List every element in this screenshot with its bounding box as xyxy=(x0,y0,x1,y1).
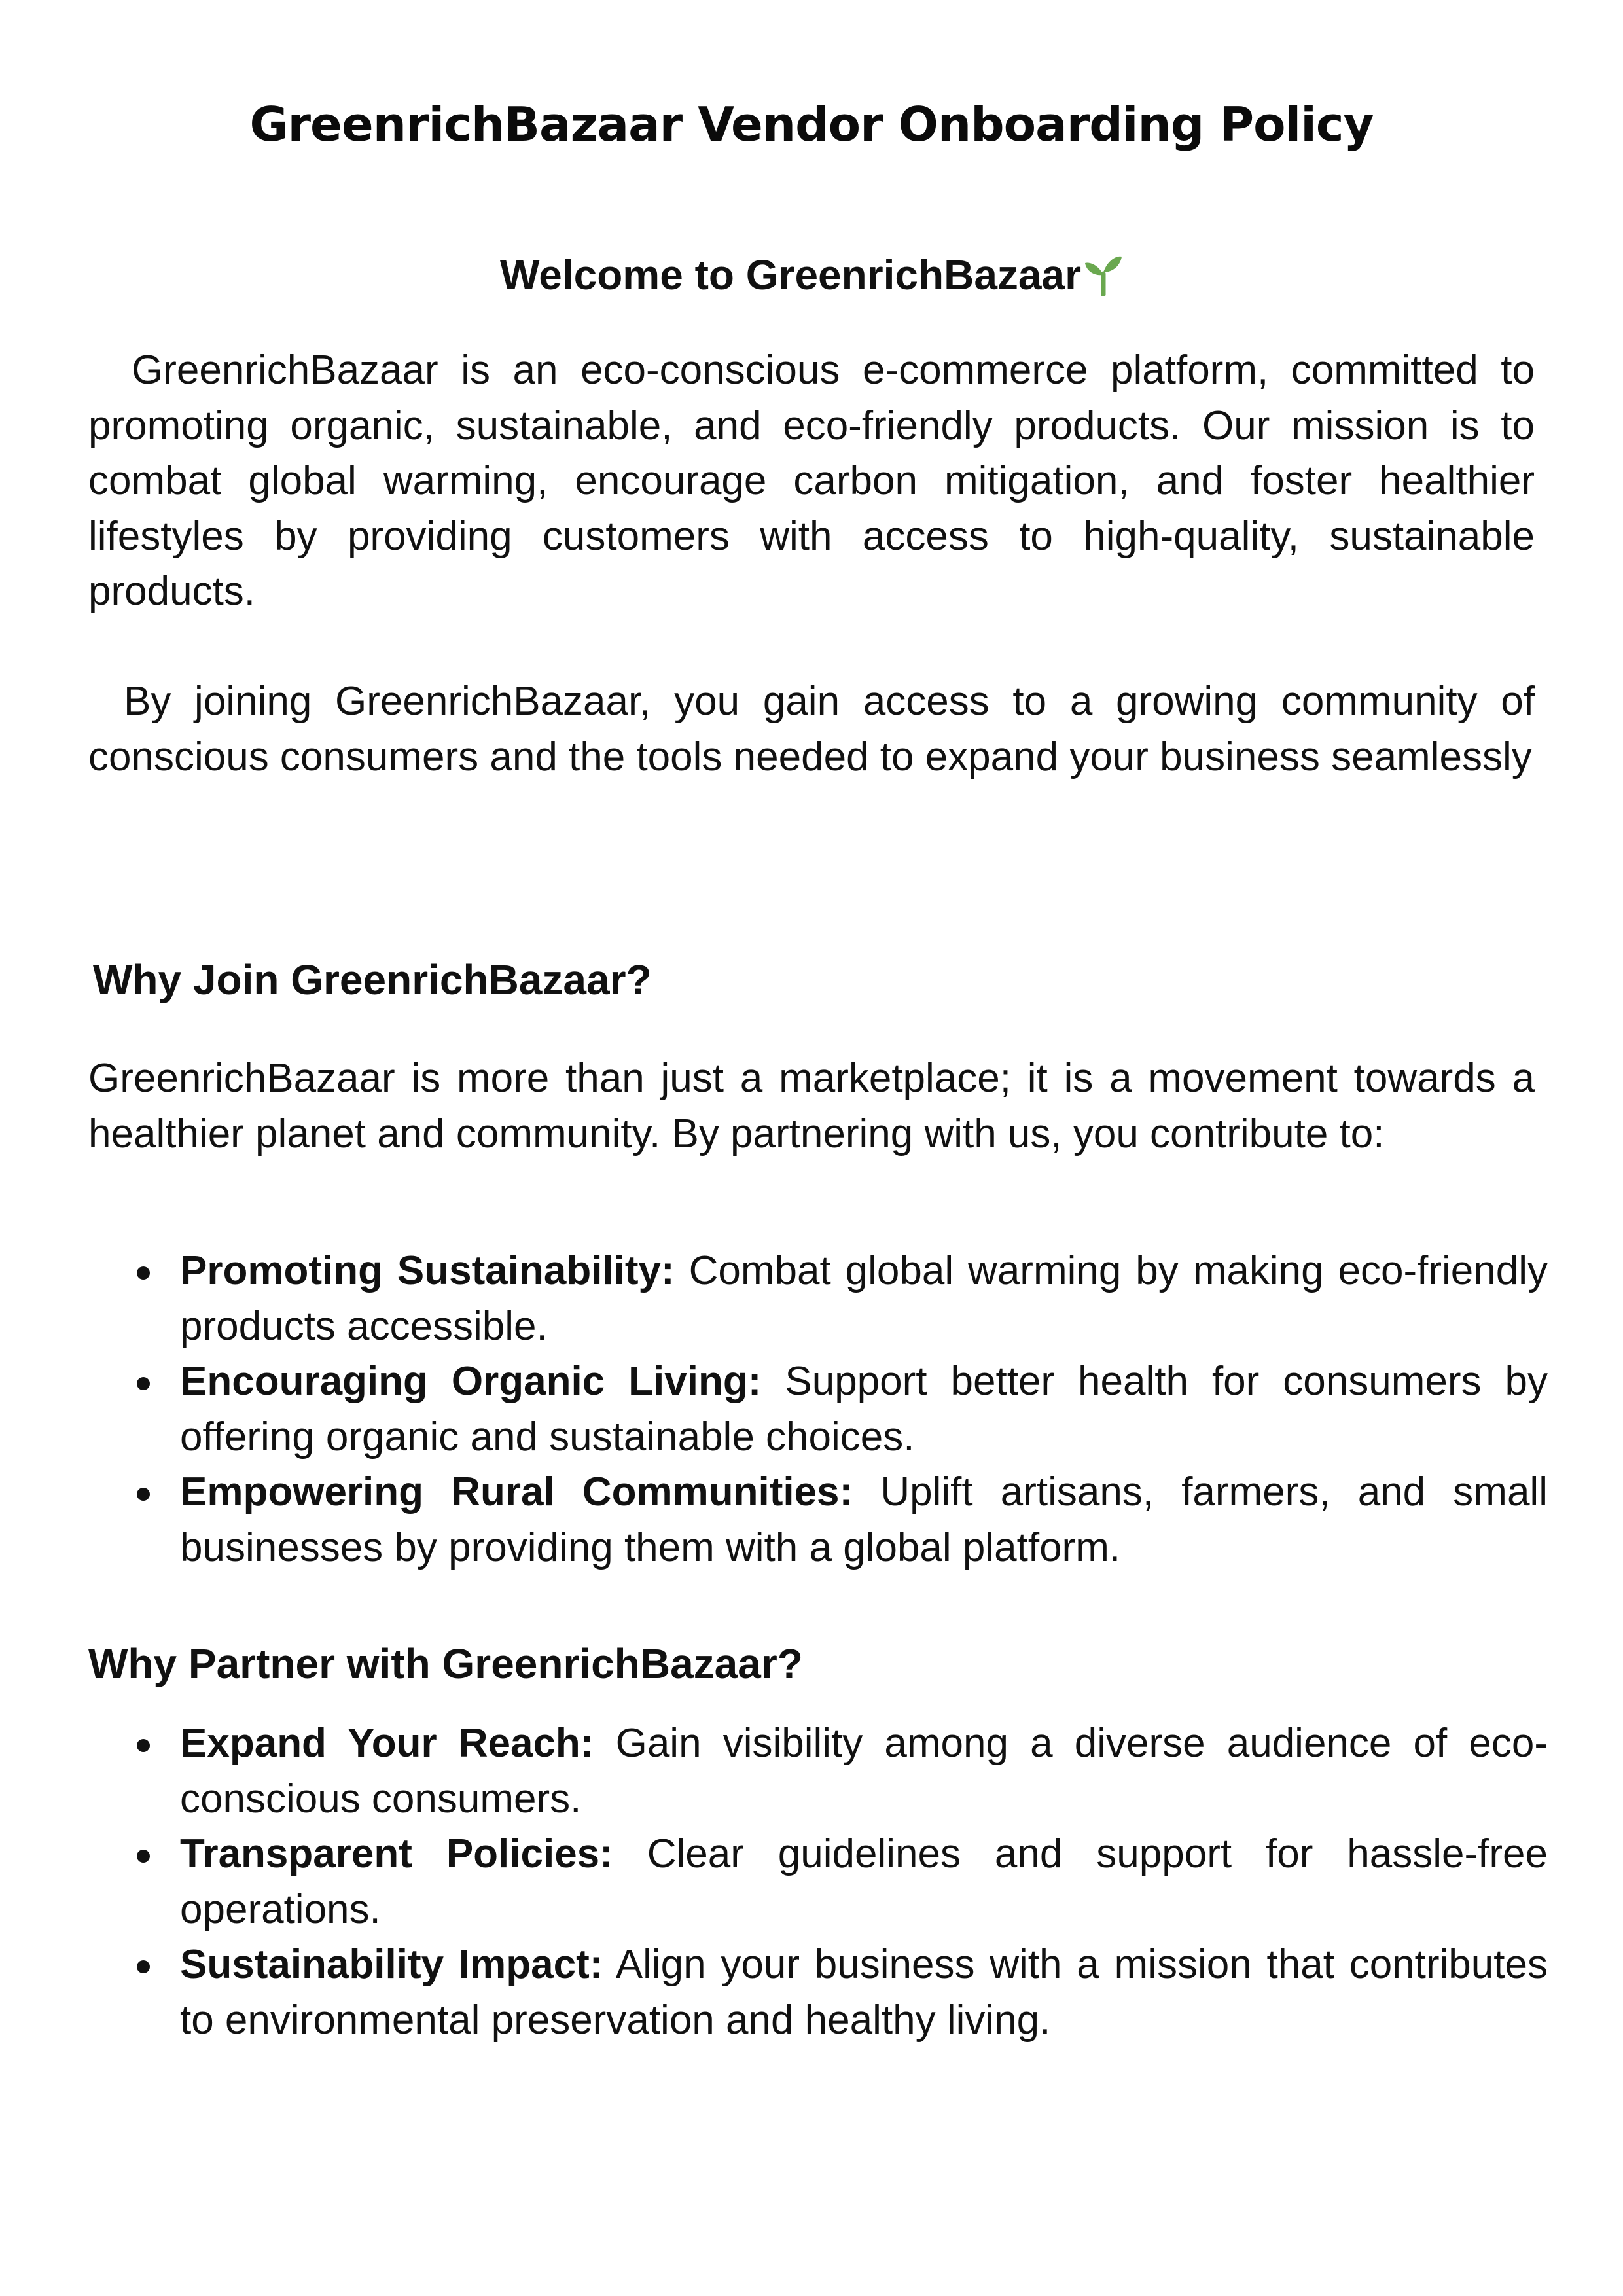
list-item-label: Encouraging Organic Living: xyxy=(180,1359,762,1404)
list-item-label: Sustainability Impact: xyxy=(180,1942,603,1987)
bullet-dot-icon xyxy=(137,1377,150,1390)
bullet-dot-icon xyxy=(137,1850,150,1863)
list-item-text: Combat global warming by making eco-friendly products accessible. xyxy=(180,1248,1548,1349)
list-item xyxy=(180,1244,1548,1354)
bullet-dot-icon xyxy=(137,1960,150,1973)
why-partner-heading: Why Partner with GreenrichBazaar? xyxy=(88,1640,803,1687)
list-item-label: Empowering Rural Communities: xyxy=(180,1469,853,1515)
list-item-label: Promoting Sustainability: xyxy=(180,1248,675,1293)
list-item xyxy=(180,1716,1548,1827)
list-item xyxy=(180,1827,1548,1937)
list-item-label: Transparent Policies: xyxy=(180,1831,613,1876)
why-join-heading: Why Join GreenrichBazaar? xyxy=(93,956,652,1003)
list-item-text: Align your business with a mission that contributes to environmental preservation and healthy living. xyxy=(180,1942,1548,2043)
intro-paragraph-2: By joining GreenrichBazaar, you gain access to a growing community of conscious consumers and the tools needed to expand your business seamlessly xyxy=(88,679,1535,780)
bullet-dot-icon xyxy=(137,1488,150,1501)
seedling-icon xyxy=(1084,249,1123,306)
welcome-heading-text: Welcome to GreenrichBazaar xyxy=(499,251,1082,298)
why-join-list xyxy=(180,1244,1548,1575)
list-item xyxy=(180,1465,1548,1575)
list-item-label: Expand Your Reach: xyxy=(180,1721,594,1766)
why-partner-list xyxy=(180,1716,1548,2048)
list-item-text: Gain visibility among a diverse audience of eco-conscious consumers. xyxy=(180,1721,1548,1821)
list-item xyxy=(180,1937,1548,2048)
bullet-dot-icon xyxy=(137,1739,150,1752)
intro-paragraph-1: GreenrichBazaar is an eco-conscious e-commerce platform, committed to promoting organic, sustainable, and eco-friendly products. Our mission is to combat global warming, encourage carbon mitigation, and foster healthier lifestyles by providing customers with access to high-quality, sustainable products. xyxy=(88,348,1535,614)
list-item-text: Support better health for consumers by offering organic and sustainable choices. xyxy=(180,1359,1548,1460)
why-join-intro: GreenrichBazaar is more than just a marketplace; it is a movement towards a healthier planet and community. By partnering with us, you contribute to: xyxy=(88,1056,1535,1157)
list-item xyxy=(180,1354,1548,1465)
page-title: GreenrichBazaar Vendor Onboarding Policy xyxy=(249,97,1374,152)
bullet-dot-icon xyxy=(137,1266,150,1280)
welcome-heading xyxy=(0,249,1623,306)
list-item-text: Uplift artisans, farmers, and small businesses by providing them with a global platform. xyxy=(180,1469,1548,1570)
list-item-text: Clear guidelines and support for hassle-free operations. xyxy=(180,1831,1548,1932)
